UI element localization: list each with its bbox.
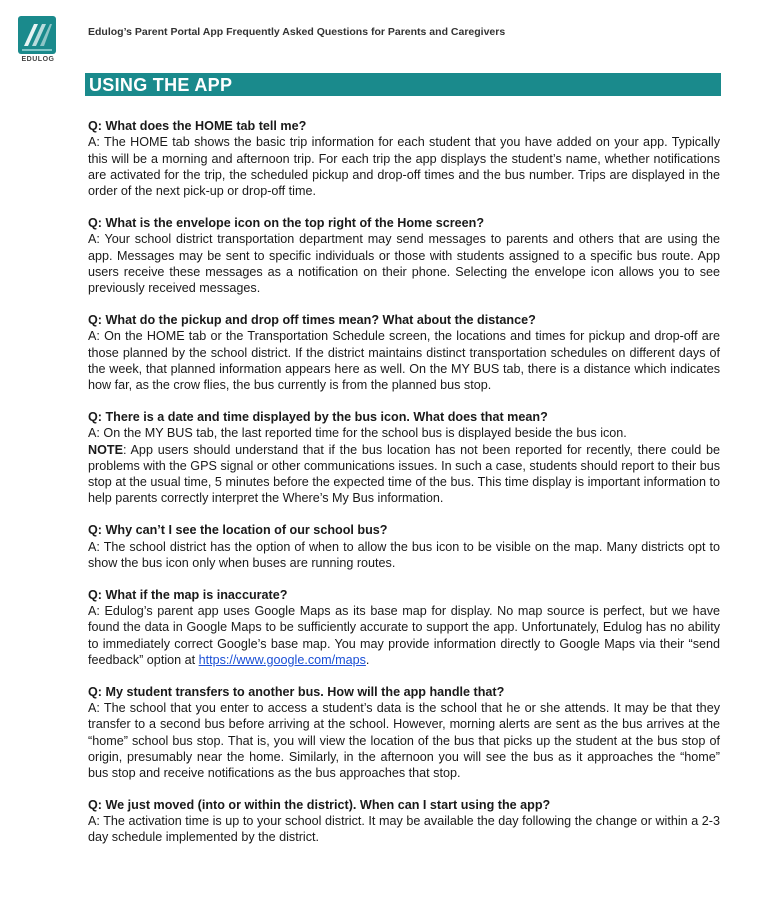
faq-question: Q: Why can’t I see the location of our school bus? xyxy=(88,523,388,538)
faq-question: Q: My student transfers to another bus. How will the app handle that? xyxy=(88,684,505,699)
faq-list xyxy=(88,118,720,861)
faq-question: Q: What if the map is inaccurate? xyxy=(88,587,288,602)
faq-item xyxy=(88,797,720,846)
faq-question: Q: What do the pickup and drop off times mean? What about the distance? xyxy=(88,312,536,327)
logo-text: EDULOG xyxy=(21,56,55,63)
faq-item xyxy=(88,684,720,782)
section-title: USING THE APP xyxy=(89,75,233,95)
faq-item xyxy=(88,409,720,507)
faq-answer xyxy=(88,603,720,668)
faq-item xyxy=(88,118,720,199)
faq-answer-text: A: On the MY BUS tab, the last reported time for the school bus is displayed beside the bus icon. xyxy=(88,426,627,441)
section-header xyxy=(85,73,721,96)
faq-answer: A: Your school district transportation department may send messages to parents and others that are using the app. Messages may be sent to specific individuals or those with students assigned to a specific bus route. App users receive these messages as a notification on their phone. Selecting the envelope icon allows you to see previously received messages. xyxy=(88,232,720,296)
faq-answer-text: A: Edulog’s parent app uses Google Maps as its base map for display. No map source is perfect, but we have found the data in Google Maps to be sufficiently accurate to support the app. Unfortunately, Edulog has no ability to immediately correct Google’s base map. You may provide information directly to Google Maps via their “send feedback” option at xyxy=(88,603,720,667)
edulog-logo xyxy=(10,10,66,70)
faq-item xyxy=(88,522,720,571)
faq-question: Q: What is the envelope icon on the top right of the Home screen? xyxy=(88,215,485,230)
link-suffix: . xyxy=(365,652,370,667)
google-maps-link[interactable]: https://www.google.com/maps xyxy=(198,652,366,667)
faq-item xyxy=(88,587,720,668)
faq-answer: A: The HOME tab shows the basic trip information for each student that you have added on your app. Typically this will be a morning and afternoon trip. For each trip the app displays the student’s name, whether notifications are activated for the trip, the scheduled pickup and drop-off times and the bus number. Trips are displayed in the order of the next pick-up or drop-off time. xyxy=(88,135,720,199)
faq-question: Q: There is a date and time displayed by the bus icon. What does that mean? xyxy=(88,409,548,424)
faq-answer: A: The school that you enter to access a student’s data is the school that he or she attends. It may be that they transfer to a second bus before arriving at the school. However, morning alerts are sent as the bus arrives at the “home” school bus stop. That is, you will view the location of the bus that picks up the student at the bus stop of origin, presumably near the home. Similarly, in the afternoon you will see the bus as it approaches the “home” bus stop and receive notifications as the bus approaches that stop. xyxy=(88,700,720,781)
edulog-logo-icon xyxy=(18,16,56,54)
faq-item xyxy=(88,312,720,393)
note-label: NOTE xyxy=(88,442,123,457)
faq-answer: A: The school district has the option of when to allow the bus icon to be visible on the map. Many districts opt to show the bus icon only when buses are running routes. xyxy=(88,539,720,570)
faq-answer xyxy=(88,425,720,506)
note-text: : App users should understand that if the bus location has not been reported for recently, there could be problems with the GPS signal or other communications issues. In such a case, students should report to their bus stop at the usual time, 5 minutes before the expected time of the bus. This time display is important information to help parents correctly interpret the Where’s My Bus information. xyxy=(88,442,720,506)
faq-question: Q: We just moved (into or within the district). When can I start using the app? xyxy=(88,797,551,812)
document-title: Edulog’s Parent Portal App Frequently Asked Questions for Parents and Caregivers xyxy=(88,26,506,38)
faq-answer: A: The activation time is up to your school district. It may be available the day following the change or within a 2-3 day schedule implemented by the district. xyxy=(88,814,720,845)
faq-answer: A: On the HOME tab or the Transportation Schedule screen, the locations and times for pickup and drop-off are those planned by the school district. If the district maintains distinct transportation schedules on different days of the week, that planned information appears here as well. On the MY BUS tab, there is a distance which indicates how far, as the crow flies, the bus currently is from the planned bus stop. xyxy=(88,329,720,393)
faq-item xyxy=(88,215,720,296)
faq-question: Q: What does the HOME tab tell me? xyxy=(88,119,307,133)
